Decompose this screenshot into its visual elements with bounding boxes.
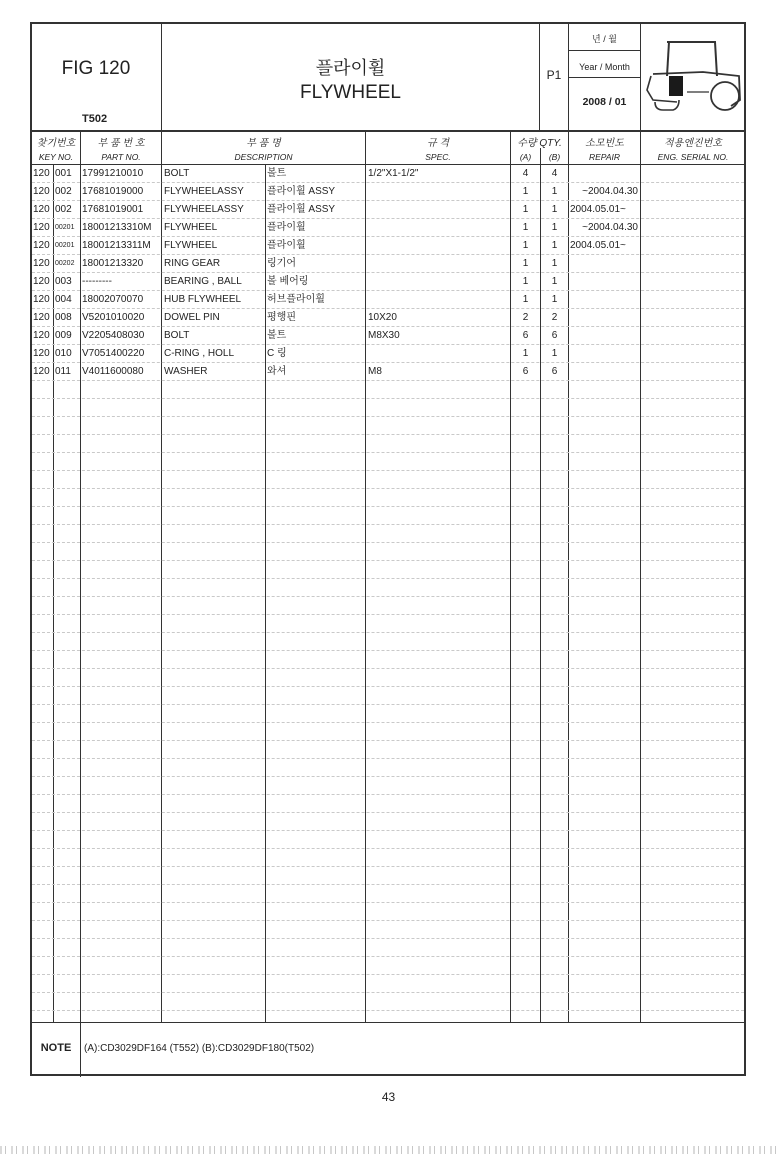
part-number-cell: 17681019001 — [82, 204, 144, 215]
description-ko-cell: 평행핀 — [267, 312, 296, 323]
row-rule — [32, 776, 744, 777]
fig-cell: 120 — [33, 258, 50, 269]
description-en-cell: FLYWHEEL — [164, 240, 218, 251]
row-rule — [32, 398, 744, 399]
col-divider — [161, 22, 162, 1022]
row-rule — [32, 326, 744, 327]
description-en-cell: BOLT — [164, 330, 190, 341]
header-divider — [568, 77, 640, 78]
part-number-cell: V5201010020 — [82, 312, 145, 323]
row-rule — [32, 416, 744, 417]
key-cell: 009 — [55, 330, 72, 341]
row-rule — [32, 848, 744, 849]
row-rule — [32, 488, 744, 489]
row-rule — [32, 668, 744, 669]
key-cell: 003 — [55, 276, 72, 287]
row-rule — [32, 290, 744, 291]
fig-cell: 120 — [33, 186, 50, 197]
part-number-cell: --------- — [82, 276, 112, 287]
col-divider — [365, 130, 366, 1022]
key-cell: 00202 — [55, 260, 75, 267]
fig-cell: 120 — [33, 204, 50, 215]
page-code: P1 — [546, 68, 562, 82]
qty-a-cell: 1 — [522, 240, 529, 251]
description-ko-cell: 플라이휠 ASSY — [267, 204, 336, 215]
col-qty-ko: 수량 QTY. — [517, 138, 562, 149]
row-rule — [32, 920, 744, 921]
description-en-cell: FLYWHEELASSY — [164, 204, 244, 215]
year-month-label-ko: 년 / 월 — [592, 34, 617, 44]
part-number-cell: V4011600080 — [82, 366, 144, 377]
fig-cell: 120 — [33, 348, 50, 359]
row-rule — [32, 614, 744, 615]
col-divider — [568, 22, 569, 1022]
qty-a-cell: 6 — [522, 366, 529, 377]
row-rule — [32, 578, 744, 579]
row-rule — [32, 722, 744, 723]
key-cell: 001 — [55, 168, 72, 179]
key-cell: 00201 — [55, 224, 75, 231]
fig-cell: 120 — [33, 276, 50, 287]
description-ko-cell: 플라이휠 ASSY — [267, 186, 336, 197]
qty-b-cell: 1 — [551, 294, 558, 305]
qty-b-cell: 1 — [551, 222, 558, 233]
row-rule — [32, 344, 744, 345]
row-rule — [32, 794, 744, 795]
description-en-cell: C-RING , HOLL — [164, 348, 235, 359]
row-rule — [32, 470, 744, 471]
col-spec-en: SPEC. — [425, 152, 451, 162]
part-number-cell: 17991210010 — [82, 168, 144, 179]
description-en-cell: FLYWHEELASSY — [164, 186, 244, 197]
qty-a-cell: 1 — [522, 204, 529, 215]
description-ko-cell: 볼트 — [267, 330, 287, 341]
row-rule — [32, 704, 744, 705]
col-key-en: KEY NO. — [38, 152, 74, 162]
revision-date: 2008 / 01 — [582, 96, 627, 108]
row-rule — [32, 812, 744, 813]
fig-cell: 120 — [33, 312, 50, 323]
qty-a-cell: 1 — [522, 258, 529, 269]
row-rule — [32, 236, 744, 237]
scan-artifact — [0, 1146, 777, 1154]
row-rule — [32, 1010, 744, 1011]
description-en-cell: BEARING , BALL — [164, 276, 242, 287]
qty-a-cell: 1 — [522, 294, 529, 305]
qty-b-cell: 1 — [551, 258, 558, 269]
fig-cell: 120 — [33, 366, 50, 377]
part-number-cell: 18001213320 — [82, 258, 144, 269]
page-frame — [30, 22, 746, 1076]
col-desc-ko: 부 품 명 — [246, 138, 281, 149]
repair-cell: ~2004.04.30 — [582, 222, 638, 233]
row-rule — [32, 254, 744, 255]
row-rule — [32, 974, 744, 975]
model-code: T502 — [82, 113, 108, 125]
description-en-cell: FLYWHEEL — [164, 222, 218, 233]
row-rule — [32, 506, 744, 507]
row-rule — [32, 902, 744, 903]
row-rule — [32, 884, 744, 885]
key-cell: 010 — [55, 348, 72, 359]
col-qty-a: (A) — [519, 152, 532, 162]
description-en-cell: RING GEAR — [164, 258, 221, 269]
row-rule — [32, 686, 744, 687]
qty-b-cell: 6 — [551, 366, 558, 377]
col-qty-b: (B) — [548, 152, 561, 162]
row-rule — [32, 740, 744, 741]
fig-cell: 120 — [33, 330, 50, 341]
tractor-icon — [643, 36, 743, 114]
qty-b-cell: 1 — [551, 204, 558, 215]
year-month-label-en: Year / Month — [579, 62, 630, 72]
part-number-cell: 18001213311M — [82, 240, 151, 251]
row-rule — [32, 632, 744, 633]
fig-cell: 120 — [33, 222, 50, 233]
row-rule — [32, 362, 744, 363]
qty-b-cell: 2 — [551, 312, 558, 323]
key-cell: 002 — [55, 204, 72, 215]
row-rule — [32, 434, 744, 435]
qty-b-cell: 4 — [551, 168, 558, 179]
qty-b-cell: 1 — [551, 240, 558, 251]
table-bottom-line — [30, 1022, 746, 1023]
col-part-en: PART NO. — [101, 152, 141, 162]
row-rule — [32, 596, 744, 597]
col-spec-ko: 규 격 — [426, 138, 450, 149]
spec-cell: M8 — [368, 366, 382, 377]
row-rule — [32, 452, 744, 453]
row-rule — [32, 272, 744, 273]
description-ko-cell: C 링 — [267, 348, 287, 359]
row-rule — [32, 308, 744, 309]
part-number-cell: V7051400220 — [82, 348, 145, 359]
col-divider — [53, 164, 54, 1022]
header-divider — [568, 50, 640, 51]
qty-a-cell: 1 — [522, 186, 529, 197]
row-rule — [32, 182, 744, 183]
repair-cell: 2004.05.01~ — [570, 204, 626, 215]
row-rule — [32, 560, 744, 561]
qty-a-cell: 2 — [522, 312, 529, 323]
key-cell: 004 — [55, 294, 72, 305]
row-rule — [32, 218, 744, 219]
spec-cell: 1/2"X1-1/2" — [368, 168, 419, 179]
part-number-cell: 18002070070 — [82, 294, 144, 305]
note-text: (A):CD3029DF164 (T552) (B):CD3029DF180(T502) — [84, 1043, 315, 1054]
qty-a-cell: 6 — [522, 330, 529, 341]
key-cell: 002 — [55, 186, 72, 197]
row-rule — [32, 992, 744, 993]
col-desc-en: DESCRIPTION — [234, 152, 293, 162]
description-en-cell: WASHER — [164, 366, 208, 377]
row-rule — [32, 542, 744, 543]
description-ko-cell: 플라이휠 — [267, 240, 306, 251]
col-repair-ko: 소모빈도 — [585, 138, 624, 149]
row-rule — [32, 380, 744, 381]
col-eng-en: ENG. SERIAL NO. — [657, 152, 729, 162]
col-divider — [265, 164, 266, 1022]
key-cell: 011 — [55, 366, 71, 377]
col-eng-ko: 적용엔진번호 — [664, 138, 722, 149]
spec-cell: M8X30 — [368, 330, 400, 341]
key-cell: 00201 — [55, 242, 75, 249]
description-ko-cell: 볼 베어링 — [267, 276, 309, 287]
qty-a-cell: 1 — [522, 348, 529, 359]
description-en-cell: BOLT — [164, 168, 190, 179]
fig-number: FIG 120 — [61, 58, 131, 79]
fig-cell: 120 — [33, 294, 50, 305]
col-key-ko: 찾기번호 — [36, 138, 76, 149]
qty-a-cell: 4 — [522, 168, 529, 179]
description-ko-cell: 플라이휠 — [267, 222, 306, 233]
description-en-cell: HUB FLYWHEEL — [164, 294, 242, 305]
row-rule — [32, 200, 744, 201]
qty-a-cell: 1 — [522, 222, 529, 233]
fig-cell: 120 — [33, 240, 50, 251]
row-rule — [32, 938, 744, 939]
fig-cell: 120 — [33, 168, 50, 179]
qty-b-cell: 1 — [551, 186, 558, 197]
title-english: FLYWHEEL — [299, 82, 401, 103]
note-label: NOTE — [40, 1042, 72, 1054]
key-cell: 008 — [55, 312, 72, 323]
part-number-cell: V2205408030 — [82, 330, 145, 341]
column-header-bottom — [30, 164, 746, 165]
qty-b-cell: 1 — [551, 348, 558, 359]
spec-cell: 10X20 — [368, 312, 397, 323]
description-ko-cell: 볼트 — [267, 168, 287, 179]
title-korean: 플라이휠 — [315, 58, 386, 78]
col-repair-en: REPAIR — [588, 152, 621, 162]
row-rule — [32, 524, 744, 525]
row-rule — [32, 650, 744, 651]
row-rule — [32, 830, 744, 831]
qty-b-cell: 1 — [551, 276, 558, 287]
part-number-cell: 18001213310M — [82, 222, 152, 233]
repair-cell: 2004.05.01~ — [570, 240, 626, 251]
col-divider — [640, 22, 641, 1022]
row-rule — [32, 956, 744, 957]
part-number-cell: 17681019000 — [82, 186, 144, 197]
row-rule — [32, 758, 744, 759]
col-part-ko: 부 품 번 호 — [97, 138, 145, 149]
header-bottom-line — [30, 130, 746, 132]
qty-a-cell: 1 — [522, 276, 529, 287]
qty-b-cell: 6 — [551, 330, 558, 341]
description-en-cell: DOWEL PIN — [164, 312, 220, 323]
description-ko-cell: 링기어 — [267, 258, 296, 269]
repair-cell: ~2004.04.30 — [582, 186, 638, 197]
page-number: 43 — [381, 1090, 396, 1104]
row-rule — [32, 866, 744, 867]
description-ko-cell: 와셔 — [267, 366, 287, 377]
description-ko-cell: 허브플라이휠 — [267, 294, 325, 305]
